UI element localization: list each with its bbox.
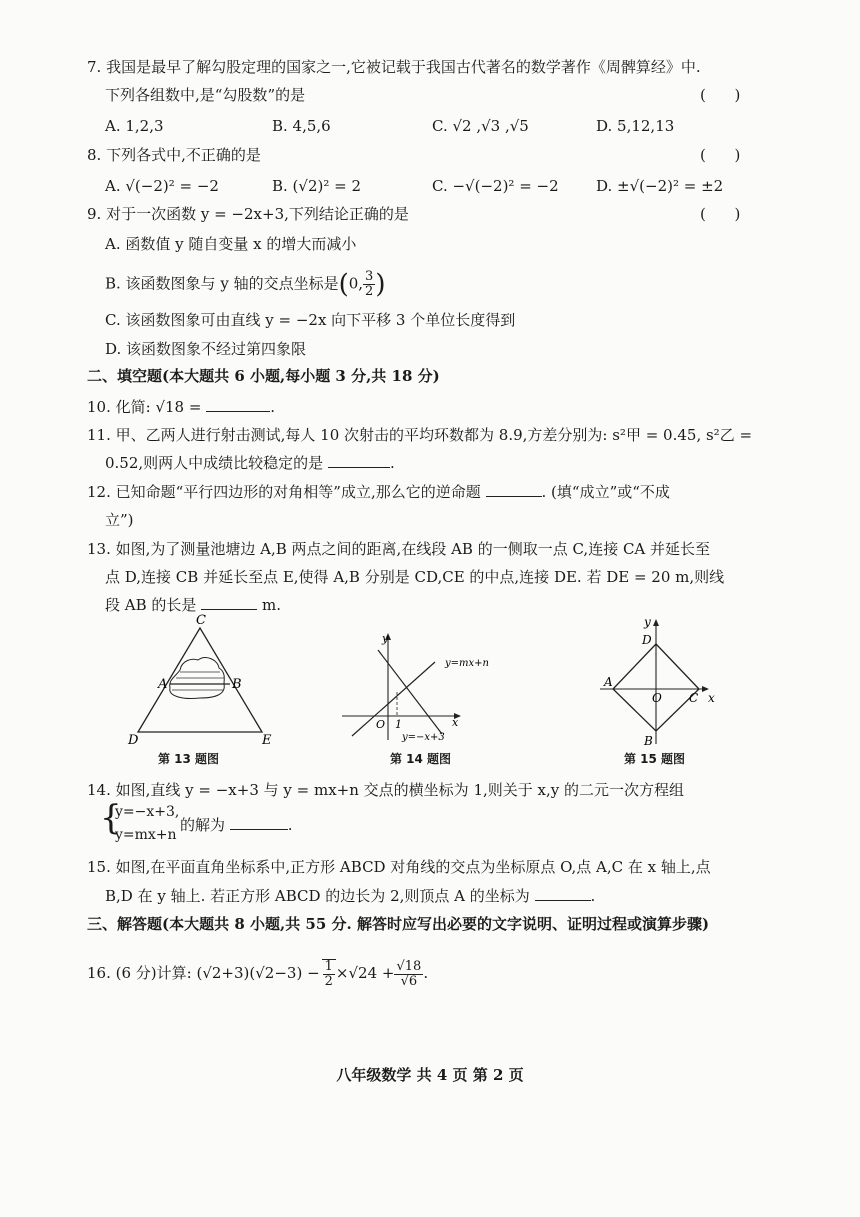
q16-sqrt-fraction: [322, 959, 336, 989]
fig15-label-b: B: [644, 734, 653, 748]
fig14-label-one: 1: [395, 718, 402, 731]
fig14-caption: 第 14 题图: [390, 752, 452, 766]
q11-line1: 11. 甲、乙两人进行射击测试,每人 10 次射击的平均环数都为 8.9,方差分别为: s²甲 = 0.45, s²乙 =: [87, 426, 753, 444]
q9-option-b: B. 该函数图象与 y 轴的交点坐标是(0, $\frac{3}{2}$ ): [105, 269, 386, 300]
q14-equation-1: y=−x+3,: [115, 804, 180, 820]
q7-stem-line2: 下列各组数中,是“勾股数”的是: [105, 86, 306, 104]
q7-stem-line1: 7. 我国是最早了解勾股定理的国家之一,它被记载于我国古代著名的数学著作《周髀算经》中.: [87, 58, 701, 76]
q9-answer-paren: ( ): [700, 205, 741, 223]
q11-end: .: [389, 454, 395, 472]
q14-equation-2: y=mx+n: [115, 827, 177, 843]
fig13-caption: 第 13 题图: [158, 752, 220, 766]
fig13-label-b: B: [232, 677, 242, 692]
fig14-line-mx-n: [352, 662, 435, 736]
q15-end: .: [590, 887, 596, 905]
q15-answer-blank[interactable]: [535, 886, 591, 901]
q13-unit: m.: [261, 596, 281, 614]
fig13-label-d: D: [128, 733, 139, 748]
q15-line2: [105, 886, 595, 906]
q9-option-b-fraction: [363, 270, 375, 299]
q16-fraction2-denominator: √6: [400, 973, 418, 989]
q16-middle: ×√24 +: [335, 964, 395, 982]
q16-fraction2-numerator: √18: [396, 958, 422, 974]
q9-option-c: C. 该函数图象可由直线 y = −2x 向下平移 3 个单位长度得到: [105, 311, 516, 329]
q14-end: .: [287, 816, 293, 834]
q13-answer-blank[interactable]: [201, 595, 257, 610]
q13-line3: [105, 595, 281, 615]
q8-option-d: D. ±√(−2)² = ±2: [596, 177, 724, 195]
fig15-label-a: A: [604, 675, 613, 689]
q16-text: 16. (6 分)计算: (√2+3)(√2−3) −: [87, 964, 320, 982]
page-footer: 八年级数学 共 4 页 第 2 页: [336, 1066, 524, 1084]
fig13-triangle-cde: [138, 628, 262, 732]
fig14-label-x: x: [452, 716, 459, 729]
q9-stem: 9. 对于一次函数 y = −2x+3,下列结论正确的是: [87, 205, 409, 223]
q15-line1: 15. 如图,在平面直角坐标系中,正方形 ABCD 对角线的交点为坐标原点 O,点 A,C 在 x 轴上,点: [87, 858, 711, 876]
q9-option-b-denominator: 2: [365, 284, 374, 299]
fig15-label-x: x: [708, 691, 715, 705]
fig15-caption: 第 15 题图: [624, 752, 686, 766]
q12-answer-blank[interactable]: [486, 482, 542, 497]
q11-line2: [105, 453, 395, 473]
q9-option-a: A. 函数值 y 随自变量 x 的增大而减小: [105, 235, 357, 253]
q13-line3-text: 段 AB 的长是: [105, 596, 197, 614]
q14-line1: 14. 如图,直线 y = −x+3 与 y = mx+n 交点的横坐标为 1,则关于 x,y 的二元一次方程组: [87, 781, 684, 799]
q13-line1: 13. 如图,为了测量池塘边 A,B 两点之间的距离,在线段 AB 的一侧取一点 C,连接 CA 并延长至: [87, 540, 711, 558]
fig15-label-d: D: [642, 633, 652, 647]
fig15-y-axis-arrow: [653, 619, 659, 626]
q12-line1: [87, 482, 670, 502]
fig14-label-line-mx-n: y=mx+n: [445, 658, 489, 669]
q8-option-a: A. √(−2)² = −2: [105, 177, 219, 195]
figure-13-triangle-pond: [120, 613, 272, 748]
fig13-pond-hatching: [172, 672, 224, 690]
q8-stem: 8. 下列各式中,不正确的是: [87, 146, 261, 164]
q7-option-c: C. √2 ,√3 ,√5: [432, 117, 529, 135]
q8-answer-paren: ( ): [700, 146, 741, 164]
q14-system-brace: {: [100, 798, 122, 838]
q16: [87, 952, 428, 994]
figure-15-square-abcd: [598, 614, 728, 750]
q14-answer-blank[interactable]: [230, 815, 288, 830]
q16-end: .: [423, 964, 429, 982]
q9-option-b-numerator: 3: [365, 269, 374, 284]
q11-line2-text: 0.52,则两人中成绩比较稳定的是: [105, 454, 324, 472]
fig14-label-y: y: [382, 632, 389, 645]
q10-answer-blank[interactable]: [206, 397, 270, 412]
fig13-label-a: A: [158, 677, 168, 692]
q10: [87, 397, 275, 417]
q16-fraction1-numerator: 1: [324, 959, 333, 974]
figure-14-line-intersection: [340, 628, 490, 748]
q8-option-b: B. (√2)² = 2: [272, 177, 362, 195]
section-3-heading: 三、解答题(本大题共 8 小题,共 55 分. 解答时应写出必要的文字说明、证明过程或演算步骤): [87, 915, 710, 933]
q10-end: .: [270, 398, 275, 416]
fig15-label-c: C: [689, 691, 699, 705]
q16-fraction2: [394, 960, 423, 989]
q15-line2-text: B,D 在 y 轴上. 若正方形 ABCD 的边长为 2,则顶点 A 的坐标为: [105, 887, 530, 905]
q12-line1-tail: . (填“成立”或“不成: [541, 483, 670, 501]
fig15-label-o: O: [652, 691, 662, 705]
fig14-label-line-neg-x: y=−x+3: [402, 732, 445, 743]
fig15-label-y: y: [644, 615, 651, 629]
section-2-heading: 二、填空题(本大题共 6 小题,每小题 3 分,共 18 分): [87, 367, 440, 385]
q12-line1-text: 12. 已知命题“平行四边形的对角相等”成立,那么它的逆命题: [87, 483, 481, 501]
q9-option-b-x: 0,: [348, 274, 364, 293]
q12-line2: 立”): [105, 511, 134, 529]
q7-option-d: D. 5,12,13: [596, 117, 675, 135]
q7-option-b: B. 4,5,6: [272, 117, 331, 135]
q7-answer-paren: ( ): [700, 86, 741, 104]
q9-option-b-text: B. 该函数图象与 y 轴的交点坐标是: [105, 274, 339, 293]
q10-text: 10. 化简: √18 =: [87, 398, 202, 416]
fig14-label-origin: O: [376, 718, 386, 731]
q7-option-a: A. 1,2,3: [105, 117, 164, 135]
q16-fraction1-denominator: 2: [324, 974, 333, 989]
q14-tail-text: 的解为: [180, 816, 226, 834]
q13-line2: 点 D,连接 CB 并延长至点 E,使得 A,B 分别是 CD,CE 的中点,连接 DE. 若 DE = 20 m,则线: [105, 568, 725, 586]
q14-tail: [180, 815, 293, 835]
q9-option-d: D. 该函数图象不经过第四象限: [105, 340, 307, 358]
q11-answer-blank[interactable]: [328, 453, 390, 468]
fig13-label-c: C: [196, 613, 206, 628]
fig13-label-e: E: [262, 733, 272, 748]
q8-option-c: C. −√(−2)² = −2: [432, 177, 559, 195]
